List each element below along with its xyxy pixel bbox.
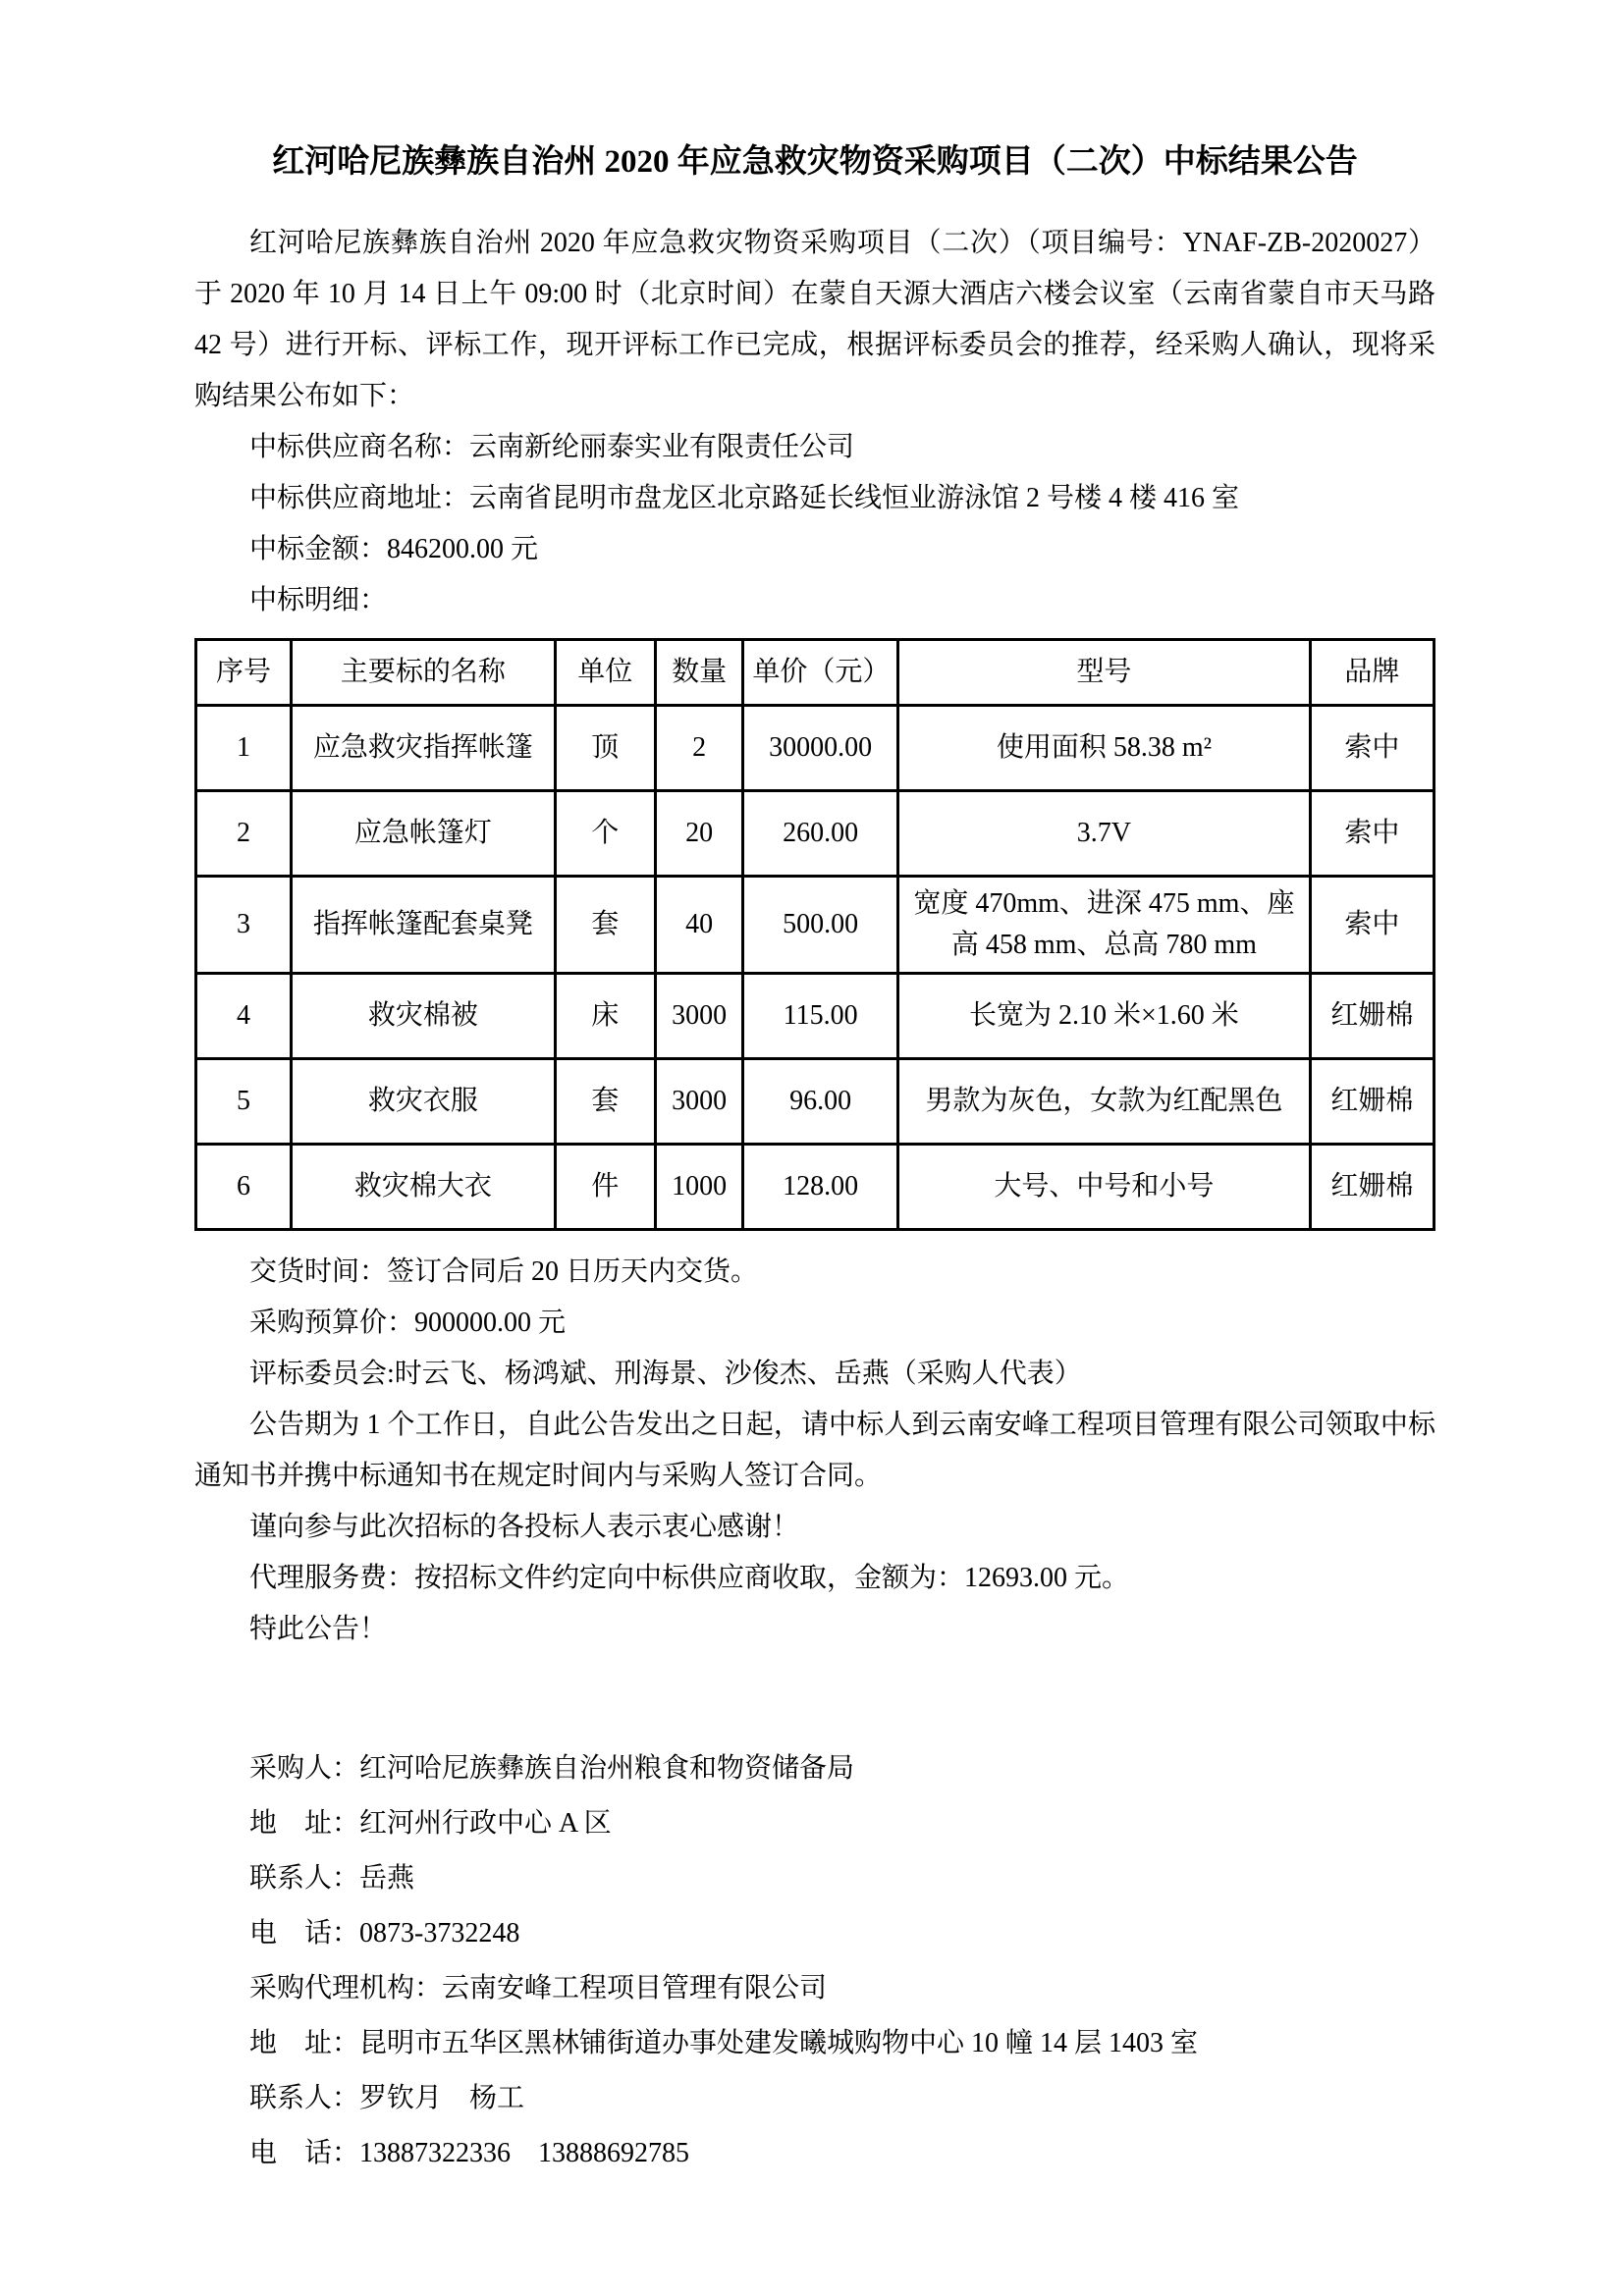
notice-period-paragraph: 公告期为 1 个工作日，自此公告发出之日起，请中标人到云南安峰工程项目管理有限公司领取中标通知书并携中标通知书在规定时间内与采购人签订合同。 (194, 1410, 1435, 1491)
cell-unit: 件 (555, 1145, 655, 1230)
cell-unit: 床 (555, 974, 655, 1059)
agency-line: 采购代理机构：云南安峰工程项目管理有限公司 (249, 1973, 828, 2003)
cell-item-name: 应急帐篷灯 (292, 791, 556, 877)
cell-brand: 红姗棉 (1310, 1145, 1434, 1230)
cell-quantity: 40 (655, 877, 743, 974)
table-header-row (196, 640, 1435, 706)
purchaser-contact-line: 联系人：岳燕 (249, 1863, 415, 1894)
intro-paragraph: 红河哈尼族彝族自治州 2020 年应急救灾物资采购项目（二次）（项目编号：YNAF-ZB-2020027）于 2020 年 10 月 14 日上午 09:00 时（北京时间）在蒙自天源大酒店六楼会议室（云南省蒙自市天马路 42 号）进行开标、评标工作，现开评标工作已完成，根据评标委员会的推荐，经采购人确认，现将采购结果公布如下： (194, 228, 1435, 411)
cell-brand: 红姗棉 (1310, 1059, 1434, 1145)
cell-unit-price: 500.00 (743, 877, 898, 974)
cell-unit-price: 260.00 (743, 791, 898, 877)
purchaser-line: 采购人：红河哈尼族彝族自治州粮食和物资储备局 (249, 1753, 855, 1784)
cell-model: 宽度 470mm、进深 475 mm、座高 458 mm、总高 780 mm (897, 877, 1310, 974)
cell-unit-price: 96.00 (743, 1059, 898, 1145)
cell-quantity: 1000 (655, 1145, 743, 1230)
purchaser-phone-line: 电 话：0873-3732248 (249, 1918, 520, 1949)
evaluation-committee-line: 评标委员会:时云飞、杨鸿斌、刑海景、沙俊杰、岳燕（采购人代表） (249, 1359, 1082, 1389)
cell-brand: 红姗棉 (1310, 974, 1434, 1059)
cell-quantity: 20 (655, 791, 743, 877)
cell-index: 1 (196, 706, 292, 791)
cell-quantity: 3000 (655, 1059, 743, 1145)
cell-unit: 个 (555, 791, 655, 877)
cell-unit: 顶 (555, 706, 655, 791)
page-title: 红河哈尼族彝族自治州 2020 年应急救灾物资采购项目（二次）中标结果公告 (272, 144, 1358, 180)
cell-item-name: 救灾棉被 (292, 974, 556, 1059)
cell-unit: 套 (555, 1059, 655, 1145)
agency-fee-line: 代理服务费：按招标文件约定向中标供应商收取，金额为：12693.00 元。 (249, 1563, 1130, 1593)
cell-model: 长宽为 2.10 米×1.60 米 (897, 974, 1310, 1059)
cell-quantity: 3000 (655, 974, 743, 1059)
agency-address-line: 地 址：昆明市五华区黑林铺街道办事处建发曦城购物中心 10 幢 14 层 1403 室 (249, 2028, 1199, 2058)
cell-unit-price: 128.00 (743, 1145, 898, 1230)
cell-brand: 索中 (1310, 706, 1434, 791)
col-header-brand: 品牌 (1310, 640, 1434, 706)
agency-phone-line: 电 话：13887322336 13888692785 (249, 2138, 690, 2168)
cell-model: 大号、中号和小号 (897, 1145, 1310, 1230)
closing-announcement-line: 特此公告！ (249, 1614, 388, 1644)
cell-index: 3 (196, 877, 292, 974)
cell-index: 5 (196, 1059, 292, 1145)
table-row (196, 877, 1435, 974)
purchaser-address-line: 地 址：红河州行政中心 A 区 (249, 1808, 612, 1839)
cell-item-name: 应急救灾指挥帐篷 (292, 706, 556, 791)
budget-price-line: 采购预算价：900000.00 元 (249, 1308, 567, 1338)
award-amount-line: 中标金额：846200.00 元 (249, 534, 539, 564)
table-row (196, 1145, 1435, 1230)
cell-unit-price: 30000.00 (743, 706, 898, 791)
col-header-item-name: 主要标的名称 (292, 640, 556, 706)
cell-brand: 索中 (1310, 791, 1434, 877)
cell-unit-price: 115.00 (743, 974, 898, 1059)
col-header-model: 型号 (897, 640, 1310, 706)
table-row (196, 1059, 1435, 1145)
contact-block (194, 1741, 1435, 2181)
cell-item-name: 指挥帐篷配套桌凳 (292, 877, 556, 974)
col-header-quantity: 数量 (655, 640, 743, 706)
cell-brand: 索中 (1310, 877, 1434, 974)
cell-model: 男款为灰色，女款为红配黑色 (897, 1059, 1310, 1145)
col-header-unit-price: 单价（元） (743, 640, 898, 706)
col-header-unit: 单位 (555, 640, 655, 706)
award-detail-table (194, 638, 1435, 1231)
cell-index: 6 (196, 1145, 292, 1230)
cell-item-name: 救灾棉大衣 (292, 1145, 556, 1230)
table-row (196, 791, 1435, 877)
cell-quantity: 2 (655, 706, 743, 791)
winner-name-line: 中标供应商名称：云南新纶丽泰实业有限责任公司 (249, 432, 855, 462)
thanks-line: 谨向参与此次招标的各投标人表示衷心感谢！ (249, 1512, 800, 1542)
agency-contact-line: 联系人：罗钦月 杨工 (249, 2083, 525, 2113)
cell-unit: 套 (555, 877, 655, 974)
delivery-time-line: 交货时间：签订合同后 20 日历天内交货。 (249, 1256, 759, 1287)
cell-index: 2 (196, 791, 292, 877)
cell-item-name: 救灾衣服 (292, 1059, 556, 1145)
cell-index: 4 (196, 974, 292, 1059)
table-row (196, 974, 1435, 1059)
award-detail-label: 中标明细： (249, 585, 388, 615)
winner-address-line: 中标供应商地址：云南省昆明市盘龙区北京路延长线恒业游泳馆 2 号楼 4 楼 416 室 (249, 483, 1240, 513)
col-header-index: 序号 (196, 640, 292, 706)
cell-model: 3.7V (897, 791, 1310, 877)
cell-model: 使用面积 58.38 m² (897, 706, 1310, 791)
table-row (196, 706, 1435, 791)
